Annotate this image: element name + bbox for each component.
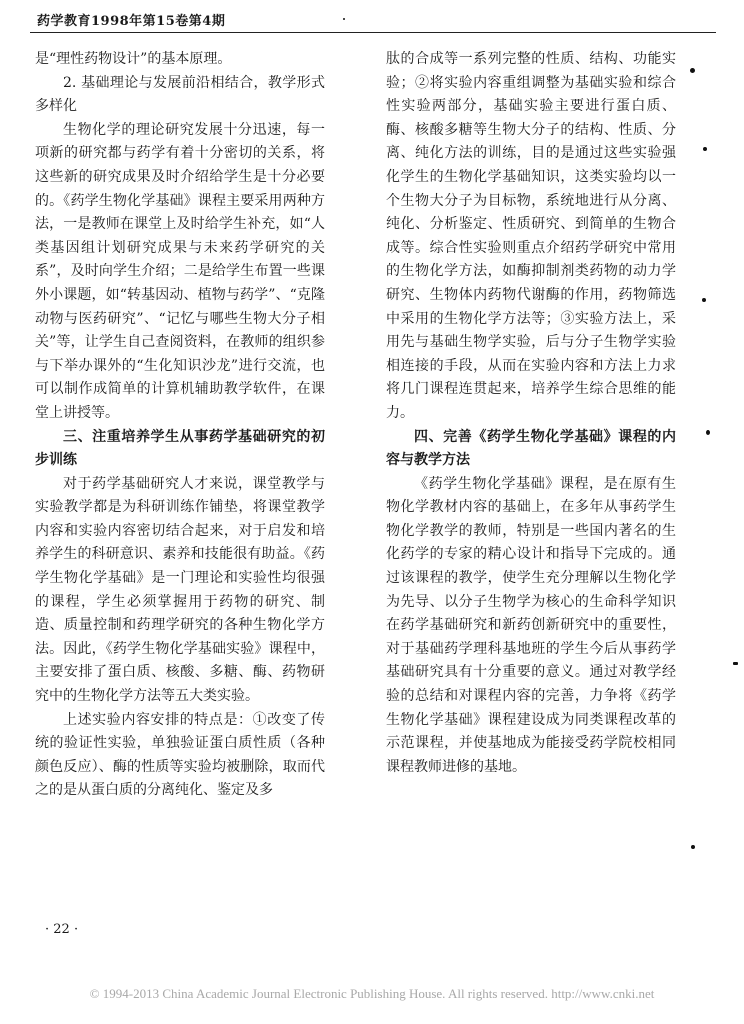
paragraph: 对于药学基础研究人才来说，课堂教学与实验教学都是为科研训练作铺垫，将课堂教学内容和实验内容密切结合起来，对于启发和培养学生的科研意识、素养和技能很有助益。《药学生物化学基础》是一门理论和实验性均很强的课程，学生必须掌握用于药物的研究、制造、质量控制和药理学研究的各种生物化学方法。因此，《药学生物化学基础实验》课程中，主要安排了蛋白质、核酸、多糖、酶、药物研究中的生物化学方法等五大类实验。 [35,475,325,705]
paragraph: 生物化学的理论研究发展十分迅速，每一项新的研究都与药学有着十分密切的关系，将这些新的研究成果及时介绍给学生是十分必要的。《药学生物化学基础》课程主要采用两种方法，一是教师在课堂上及时给学生补充，如“人类基因组计划研究成果与未来药学研究的关系”，及时向学生介绍；二是给学生布置一些课外小课题，如“转基因动、植物与药学”、“克隆动物与医药研究”、“记忆与哪些生物大分子相关”等，让学生自己查阅资料，在教师的组织参与下举办课外的“生化知识沙龙”进行交流，也可以制作成简单的计算机辅助教学软件，在课堂上讲授等。 [35,121,325,421]
scan-speck [733,662,738,665]
scan-speck [343,18,345,20]
scan-speck [706,430,710,435]
scan-speck [690,68,695,73]
header-rule [30,32,716,33]
running-header: 药学教育1998年第15卷第4期 [37,14,226,29]
page-number: · 22 · [45,922,79,937]
section-heading: 四、完善《药学生物化学基础》课程的内容与教学方法 [386,428,676,469]
scan-speck [703,147,707,151]
paragraph: 肽的合成等一系列完整的性质、结构、功能实验；②将实验内容重组调整为基础实验和综合性实验两部分，基础实验主要进行蛋白质、酶、核酸多糖等生物大分子的结构、性质、分离、纯化方法的训练，目的是通过这些实验强化学生的生物化学基础知识，这类实验均以一个生物大分子为目标物，系统地进行从分离、纯化、分析鉴定、性质研究、到简单的生物合成等。综合性实验则重点介绍药学研究中常用的生物化学方法，如酶抑制剂类药物的动力学研究、生物体内药物代谢酶的作用，药物筛选中采用的生物化学方法等；③实验方法上，采用先与基础生物学实验，后与分子生物学实验相连接的手段，从而在实验内容和方法上力求将几门课程连贯起来，培养学生综合思维的能力。 [386,51,676,421]
scan-speck [691,845,695,849]
right-column [386,48,676,779]
paragraph: 上述实验内容安排的特点是：①改变了传统的验证性实验，单独验证蛋白质性质（各种颜色反应）、酶的性质等实验均被删除，取而代之的是从蛋白质的分离纯化、鉴定及多 [35,711,325,799]
paragraph: 2. 基础理论与发展前沿相结合，教学形式多样化 [35,74,325,115]
scan-speck [702,298,706,302]
left-column [35,48,325,803]
paragraph: 是“理性药物设计”的基本原理。 [35,51,232,67]
copyright-footer: © 1994-2013 China Academic Journal Electronic Publishing House. All rights reserved. http://www.cnki.net [89,986,655,1001]
paragraph: 《药学生物化学基础》课程，是在原有生物化学教材内容的基础上，在多年从事药学生物化学教学的教师，特别是一些国内著名的生化药学的专家的精心设计和指导下完成的。通过该课程的教学，使学生充分理解以生物化学为先导、以分子生物学为核心的生命科学知识在药学基础研究和新药创新研究中的重要性，对于基础药学理科基地班的学生今后从事药学基础研究具有十分重要的意义。通过对教学经验的总结和对课程内容的完善，力争将《药学生物化学基础》课程建设成为同类课程改革的示范课程，并使基地成为能接受药学院校相同课程教师进修的基地。 [386,475,676,775]
section-heading: 三、注重培养学生从事药学基础研究的初步训练 [35,428,325,469]
